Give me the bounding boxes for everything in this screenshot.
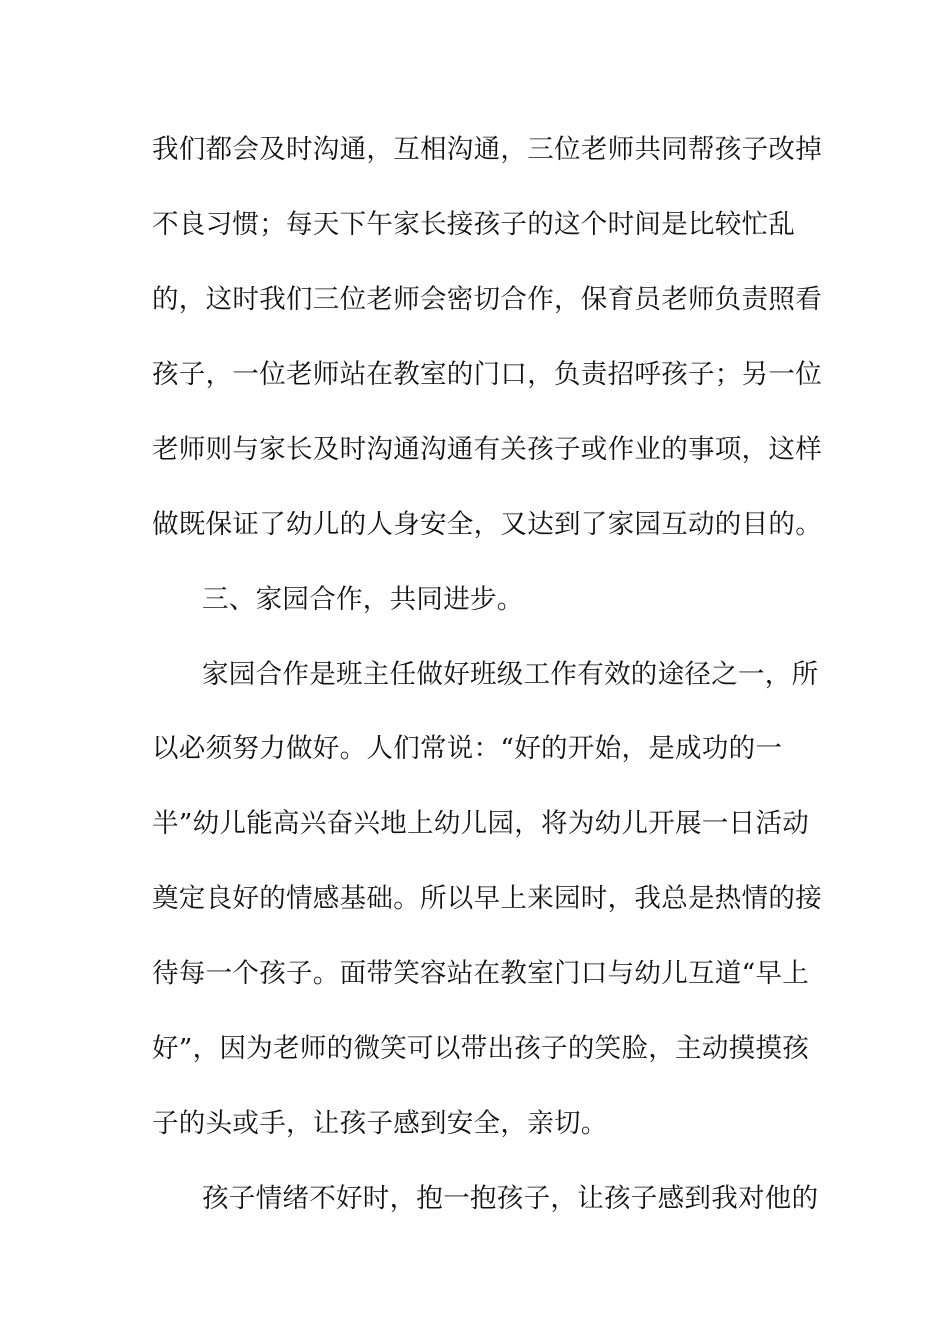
text-line: 孩子情绪不好时，抱一抱孩子，让孩子感到我对他的 xyxy=(202,1183,819,1214)
text-line: 的，这时我们三位老师会密切合作，保育员老师负责照看 xyxy=(152,284,822,315)
text-line: 待每一个孩子。面带笑容站在教室门口与幼儿互道“早上 xyxy=(152,958,810,989)
text-line: 不良习惯；每天下午家长接孩子的这个时间是比较忙乱 xyxy=(152,209,796,240)
text-line: 孩子，一位老师站在教室的门口，负责招呼孩子；另一位 xyxy=(152,359,822,390)
text-line: 做既保证了幼儿的人身安全，又达到了家园互动的目的。 xyxy=(152,509,822,540)
text-line: 家园合作是班主任做好班级工作有效的途径之一，所 xyxy=(202,659,819,690)
text-line: 老师则与家长及时沟通沟通有关孩子或作业的事项，这样 xyxy=(152,434,822,465)
text-line: 半”幼儿能高兴奋兴地上幼儿园，将为幼儿开展一日活动 xyxy=(152,808,810,839)
text-line: 奠定良好的情感基础。所以早上来园时，我总是热情的接 xyxy=(152,883,822,914)
text-line: 以必须努力做好。人们常说：“好的开始，是成功的一 xyxy=(152,733,783,764)
text-line: 我们都会及时沟通，互相沟通，三位老师共同帮孩子改掉 xyxy=(152,134,822,165)
section-heading: 三、家园合作，共同进步。 xyxy=(202,584,524,615)
text-line: 好”，因为老师的微笑可以带出孩子的笑脸，主动摸摸孩 xyxy=(152,1033,810,1064)
text-line: 子的头或手，让孩子感到安全，亲切。 xyxy=(152,1108,608,1139)
